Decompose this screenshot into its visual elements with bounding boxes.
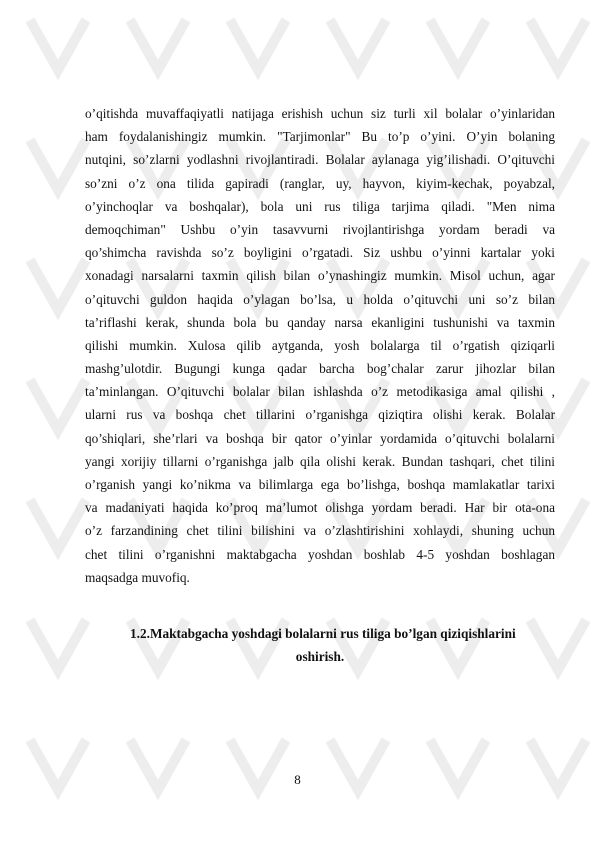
- text-line: ta’minlangan. O’qituvchi bolalar bilan ishlashda o’z metodikasiga amal qilishi ,: [85, 384, 555, 400]
- text-line: yangi xorijiy tillarni o’rganishga jalb qila olishi kerak. Bundan tashqari, chet tilini: [85, 453, 555, 469]
- text-line-last: maqsadga muvofiq.: [85, 569, 190, 585]
- section-heading-line2: oshirish.: [295, 649, 345, 664]
- text-line: xonadagi narsalarni taxmin qilish bilan o’ynashingiz mumkin. Misol uchun, agar: [85, 268, 555, 284]
- page-number: 8: [294, 772, 301, 787]
- text-line: mashg’ulotdir. Bugungi kunga qadar barcha bog’chalar zarur jihozlar bilan: [85, 361, 555, 377]
- text-line: o’qitishda muvaffaqiyatli natijaga erishish uchun siz turli xil bolalar o’yinlaridan: [85, 106, 555, 121]
- section-heading-line1: 1.2.Maktabgacha yoshdagi bolalarni rus tiliga bo’lgan qiziqishlarini: [130, 626, 516, 641]
- text-line: nutqini, so’zlarni yodlashni rivojlantiradi. Bolalar aylanaga yig’ilishadi. O’qituvchi: [85, 152, 555, 168]
- text-line: so’zni o’z ona tilida gapiradi (ranglar, uy, hayvon, kiyim-kechak, poyabzal,: [85, 175, 555, 191]
- body-paragraph: [85, 102, 555, 589]
- text-line: qo’shiqlari, she’rlari va boshqa bir qator o’yinlar yordamida o’qituvchi bolalarni: [85, 430, 555, 446]
- text-line: ta’riflashi kerak, shunda bola bu qanday narsa ekanligini tushunishi va taxmin: [85, 314, 555, 330]
- section-heading: [85, 622, 555, 668]
- text-line: qilishi mumkin. Xulosa qilib aytganda, yosh bolalarga til o’rgatish qiziqarli: [85, 337, 555, 353]
- text-line: o’qituvchi guldon haqida o’ylagan bo’lsa, u holda o’qituvchi uni so’z bilan: [85, 291, 555, 307]
- text-line: ham foydalanishingiz mumkin. "Tarjimonlar" Bu to’p o’yini. O’yin bolaning: [85, 129, 555, 145]
- text-line: o’rganish yangi ko’nikma va bilimlarga ega bo’lishga, boshqa mamlakatlar tarixi: [85, 477, 555, 492]
- text-line: demoqchiman" Ushbu o’yin tasavvurni rivojlantirishga yordam beradi va: [85, 221, 555, 237]
- text-line: ularni rus va boshqa chet tillarini o’rganishga qiziqtira olishi kerak. Bolalar: [85, 407, 555, 423]
- text-line: va madaniyati haqida ko’proq ma’lumot olishga yordam beradi. Har bir ota-ona: [85, 500, 555, 516]
- text-line: qo’shimcha ravishda so’z boyligini o’rgatadi. Siz ushbu o’yinni kartalar yoki: [85, 245, 555, 261]
- text-line: chet tilini o’rganishni maktabgacha yoshdan boshlab 4-5 yoshdan boshlagan: [85, 546, 555, 562]
- text-line: o’yinchoqlar va boshqalar), bola uni rus tiliga tarjima qiladi. "Men nima: [85, 198, 555, 214]
- text-line: o’z farzandining chet tilini bilishini va o’zlashtirishini xohlaydi, shuning uchun: [85, 523, 555, 539]
